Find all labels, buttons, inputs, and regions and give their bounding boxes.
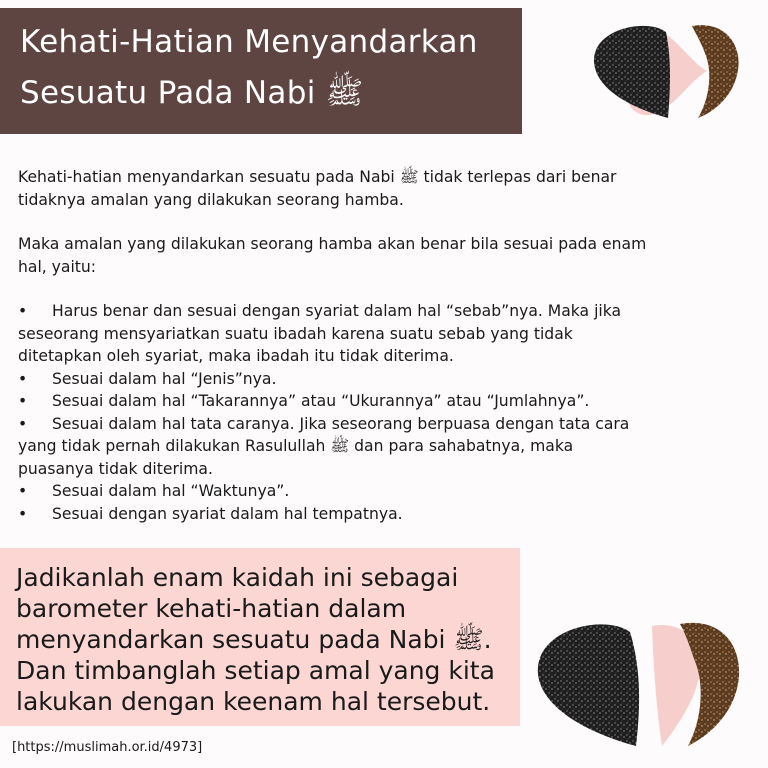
intro-line: Maka amalan yang dilakukan seorang hamba akan benar bila sesuai pada enam: [18, 235, 647, 253]
list-item-continuation: ditetapkan oleh syariat, maka ibadah itu tidak diterima.: [18, 347, 454, 365]
bullet-marker: •: [18, 369, 28, 388]
list-item: • Sesuai dalam hal “Takarannya” atau “Ukurannya” atau “Jumlahnya”.: [18, 390, 750, 413]
bullet-marker: •: [18, 392, 28, 410]
list-item-continuation: seseorang mensyariatkan suatu ibadah karena suatu sebab yang tidak: [18, 324, 573, 343]
quote-box: [0, 548, 520, 726]
list-item: • Harus benar dan sesuai dengan syariat dalam hal “sebab”nya. Maka jika: [18, 300, 750, 323]
list-item-continuation: puasanya tidak diterima.: [18, 459, 213, 478]
hearts-decoration-top-icon: [588, 22, 744, 120]
source-citation: [https://muslimah.or.id/4973]: [12, 740, 203, 755]
quote-text: [16, 562, 516, 717]
bullet-marker: •: [18, 504, 28, 523]
intro-line: hal, yaitu:: [18, 257, 97, 276]
list-item-continuation: yang tidak pernah dilakukan Rasulullah ﷺ dan para sahabatnya, maka: [18, 437, 574, 455]
page-title-line-2: Sesuatu Pada Nabi ﷺ: [20, 75, 364, 111]
bullet-marker: •: [18, 414, 28, 433]
hearts-decoration-bottom-icon: [530, 620, 744, 748]
bullet-marker: •: [18, 302, 28, 320]
quote-line: lakukan dengan keenam hal tersebut.: [16, 687, 491, 716]
list-item: • Sesuai dalam hal “Waktunya”.: [18, 480, 750, 503]
intro-line: tidaknya amalan yang dilakukan seorang hamba.: [18, 190, 404, 209]
page-title-line-1: Kehati-Hatian Menyandarkan: [20, 24, 478, 60]
list-item: • Sesuai dalam hal “Jenis”nya.: [18, 368, 750, 391]
bullet-marker: •: [18, 482, 28, 500]
list-item: • Sesuai dengan syariat dalam hal tempatnya.: [18, 503, 750, 526]
body-text: [18, 166, 750, 525]
quote-line: barometer kehati-hatian dalam: [16, 594, 407, 623]
quote-line: menyandarkan sesuatu pada Nabi ﷺ.: [16, 625, 492, 654]
list-item: • Sesuai dalam hal tata caranya. Jika seseorang berpuasa dengan tata cara: [18, 413, 750, 436]
quote-line: Dan timbanglah setiap amal yang kita: [16, 656, 495, 685]
quote-line: Jadikanlah enam kaidah ini sebagai: [16, 563, 459, 592]
intro-line: Kehati-hatian menyandarkan sesuatu pada Nabi ﷺ tidak terlepas dari benar: [18, 168, 617, 186]
title-banner: [0, 8, 522, 134]
